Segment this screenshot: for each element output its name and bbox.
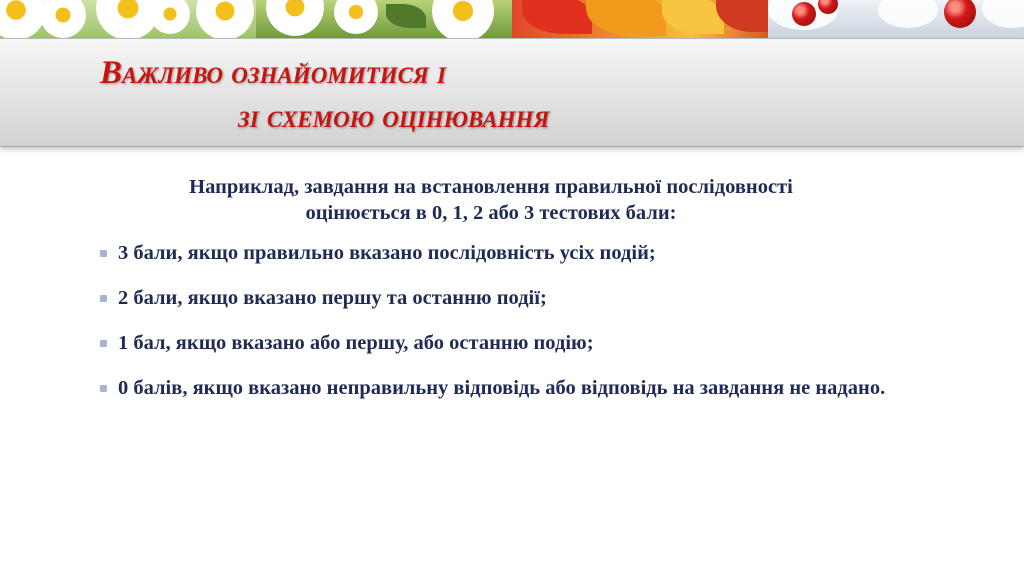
- list-item: [96, 330, 898, 357]
- bullet-square-icon: [100, 250, 107, 257]
- bullet-square-icon: [100, 340, 107, 347]
- banner-summer-flowers: [256, 0, 512, 38]
- list-item: [96, 240, 898, 267]
- intro-line2: оцінюється в 0, 1, 2 або 3 тестових бали:: [305, 202, 677, 224]
- list-item-text: 3 бали, якщо правильно вказано послідовність усіх подій;: [118, 242, 656, 264]
- list-item: [96, 375, 898, 402]
- banner-spring-daisies: [0, 0, 256, 38]
- banner-autumn-leaves: [512, 0, 768, 38]
- list-item-text: 1 бал, якщо вказано або першу, або останню подію;: [118, 332, 594, 354]
- list-item-text: 0 балів, якщо вказано неправильну відповідь або відповідь на завдання не надано.: [118, 377, 886, 399]
- slide-title-line2: зі схемою оцінювання: [238, 99, 550, 135]
- list-item-text: 2 бали, якщо вказано першу та останню події;: [118, 287, 547, 309]
- seasonal-photo-banner: [0, 0, 1024, 38]
- list-item: [96, 285, 898, 312]
- bullet-square-icon: [100, 295, 107, 302]
- intro-line1: Наприклад, завдання на встановлення правильної послідовності: [189, 176, 793, 198]
- intro-paragraph: [96, 174, 886, 226]
- banner-winter-berries: [768, 0, 1024, 38]
- bullet-square-icon: [100, 385, 107, 392]
- title-band: [0, 38, 1024, 147]
- slide-title-line1: Важливо ознайомитися і: [100, 55, 446, 91]
- slide-content: [96, 174, 956, 420]
- scoring-list: [96, 240, 956, 402]
